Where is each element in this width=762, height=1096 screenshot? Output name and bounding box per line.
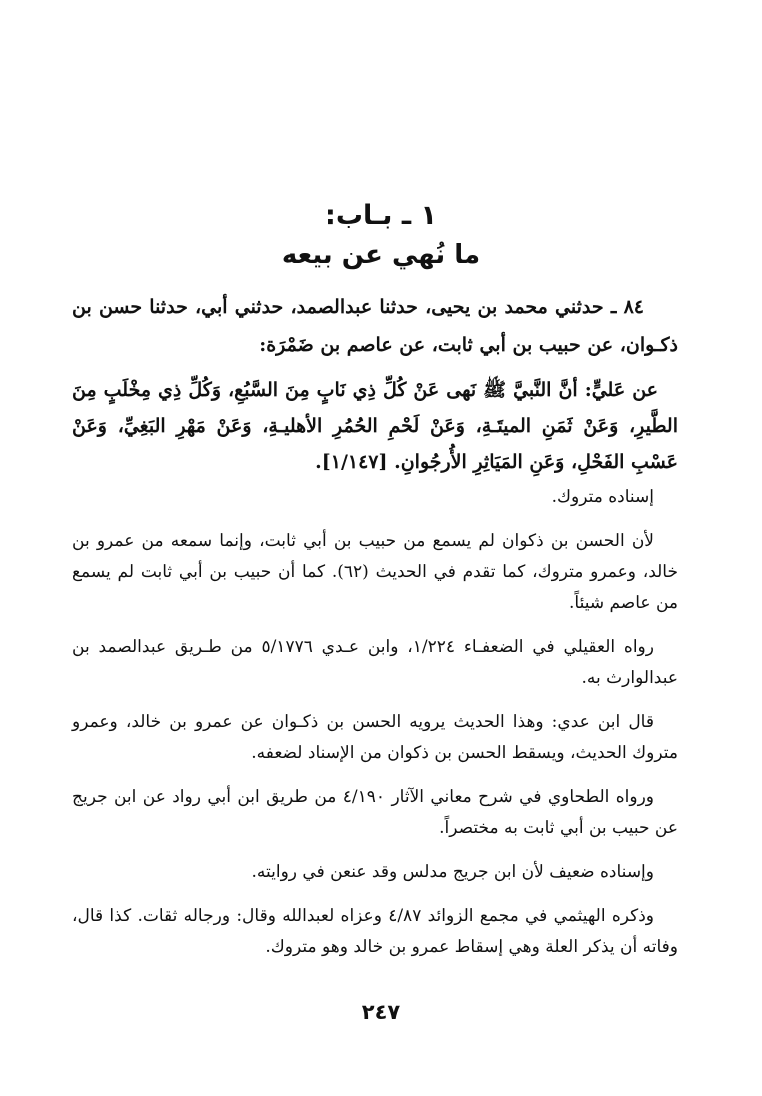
commentary-paragraph: قال ابن عدي: وهذا الحديث يرويه الحسن بن ذكـوان عن عمرو بن خالد، وعمرو متروك الحديث، ويسقط الحسن بن ذكوان من الإسناد لضعفه. — [72, 712, 678, 763]
commentary-paragraph: ورواه الطحاوي في شرح معاني الآثار ٤/١٩٠ من طريق ابن أبي رواد عن ابن جريج عن حبيب بن أبي ثابت به مختصراً. — [72, 787, 678, 838]
commentary-paragraph: لأن الحسن بن ذكوان لم يسمع من حبيب بن أبي ثابت، وإنما سمعه من عمرو بن خالد، وعمرو متروك، كما تقدم في الحديث (٦٢). كما أن حبيب بن أبي ثابت لم يسمع من عاصم شيئاً. — [72, 531, 679, 613]
commentary-paragraph: وذكره الهيثمي في مجمع الزوائد ٤/٨٧ وعزاه لعبدالله وقال: ورجاله ثقات. كذا قال، وفاته أن يذكر العلة وهي إسقاط عمرو بن خالد وهو متروك. — [72, 906, 678, 957]
commentary-paragraph: رواه العقيلي في الضعفـاء ١/٢٢٤، وابن عـدي ٥/١٧٧٦ من طـريق عبدالصمد بن عبدالوارث به. — [72, 637, 678, 688]
chapter-number: ١ ـ بـاب: — [325, 200, 437, 231]
body-text — [72, 288, 678, 976]
page-number: ٢٤٧ — [361, 1000, 401, 1024]
hadith-text-paragraph: عن عَليٍّ: أنَّ النَّبيَّ ﷺ نَهى عَنْ كُلِّ ذِي نَابٍ مِنَ السَّبُعِ، وَكُلِّ ذِي مِخْلَبٍ مِنَ الطَّيرِ، وَعَنْ ثَمَنِ الميتَـةِ، وَعَنْ لَحْمِ الحُمُرِ الأهليـةِ، وَعَنْ مَهْرِ البَغِيِّ، وَعَنْ عَسْبِ الفَحْلِ، وَعَنِ المَيَاثِرِ الأُرجُوانِ. [١/١٤٧]. — [72, 379, 678, 473]
commentary-paragraph: وإسناده ضعيف لأن ابن جريج مدلس وقد عنعن في روايته. — [251, 862, 654, 882]
hadith-chain-paragraph: ٨٤ ـ حدثني محمد بن يحيى، حدثنا عبدالصمد، حدثني أبي، حدثنا حسن بن ذكـوان، عن حبيب بن أبي ثابت، عن عاصم بن ضَمْرَة: — [72, 296, 678, 356]
chapter-title: ما نُهي عن بيعه — [281, 240, 481, 270]
grading-paragraph: إسناده متروك. — [551, 487, 654, 507]
chapter-heading — [0, 196, 762, 274]
